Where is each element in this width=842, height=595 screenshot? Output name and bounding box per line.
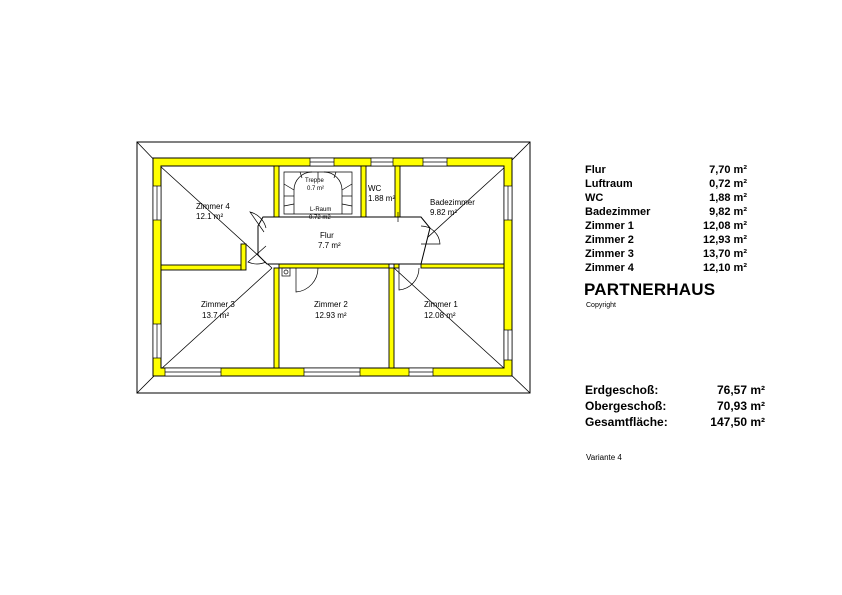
- raum-area: 0.72 m2: [309, 215, 331, 221]
- area-row-value: 13,70 m²: [702, 248, 747, 260]
- area-row-name: Zimmer 2: [585, 234, 634, 246]
- area-row: [585, 177, 747, 191]
- total-row-value: 147,50 m²: [710, 415, 765, 429]
- treppe-name: Treppe: [305, 178, 324, 184]
- area-row-value: 1,88 m²: [709, 192, 747, 204]
- total-row-name: Obergeschoß:: [585, 399, 667, 413]
- area-list: [585, 163, 747, 275]
- area-row-name: WC: [585, 192, 604, 204]
- zimmer2-area: 12.93 m²: [315, 311, 347, 320]
- total-row: [585, 414, 765, 430]
- plan-title: PARTNERHAUS: [584, 280, 716, 299]
- area-row-name: Luftraum: [585, 178, 633, 190]
- wc-name: WC: [368, 184, 382, 193]
- zimmer3-area: 13.7 m²: [202, 311, 230, 320]
- variant-label: Variante 4: [586, 453, 622, 462]
- area-row-name: Badezimmer: [585, 206, 651, 218]
- total-row-name: Erdgeschoß:: [585, 383, 659, 397]
- total-row-value: 70,93 m²: [716, 399, 765, 413]
- treppe-area: 0.7 m²: [307, 186, 325, 192]
- flur-name: Flur: [320, 231, 334, 240]
- bad-name: Badezimmer: [430, 198, 475, 207]
- raum-name: L-Raum: [310, 207, 332, 213]
- area-row-name: Zimmer 4: [585, 262, 634, 274]
- area-row: [585, 191, 747, 205]
- area-row-value: 12,10 m²: [702, 262, 747, 274]
- area-row: [585, 219, 747, 233]
- area-row: [585, 233, 747, 247]
- wc-area: 1.88 m²: [368, 194, 396, 203]
- total-row-name: Gesamtfläche:: [585, 415, 668, 429]
- interior-walls: [161, 166, 504, 368]
- area-row: [585, 163, 747, 177]
- area-row: [585, 261, 747, 275]
- area-row-value: 7,70 m²: [709, 164, 747, 176]
- area-row-name: Flur: [585, 164, 606, 176]
- area-row-value: 12,08 m²: [702, 220, 747, 232]
- zimmer1-name: Zimmer 1: [424, 300, 458, 309]
- corridor-outline: [258, 217, 430, 264]
- zimmer2-name: Zimmer 2: [314, 300, 348, 309]
- zimmer4-name: Zimmer 4: [196, 202, 230, 211]
- zimmer1-area: 12.08 m²: [424, 311, 456, 320]
- total-row-value: 76,57 m²: [716, 383, 765, 397]
- area-totals: [585, 382, 765, 430]
- area-row-value: 0,72 m²: [709, 178, 747, 190]
- total-row: [585, 382, 765, 398]
- area-row-name: Zimmer 1: [585, 220, 634, 232]
- area-row-value: 9,82 m²: [709, 206, 747, 218]
- area-row-value: 12,93 m²: [702, 234, 747, 246]
- area-row-name: Zimmer 3: [585, 248, 634, 260]
- total-row: [585, 398, 765, 414]
- bad-area: 9.82 m²: [430, 208, 458, 217]
- flur-area: 7.7 m²: [318, 241, 341, 250]
- area-row: [585, 205, 747, 219]
- copyright-note: Copyright: [586, 302, 616, 309]
- area-row: [585, 247, 747, 261]
- zimmer4-area: 12.1 m²: [196, 212, 224, 221]
- zimmer3-name: Zimmer 3: [201, 300, 235, 309]
